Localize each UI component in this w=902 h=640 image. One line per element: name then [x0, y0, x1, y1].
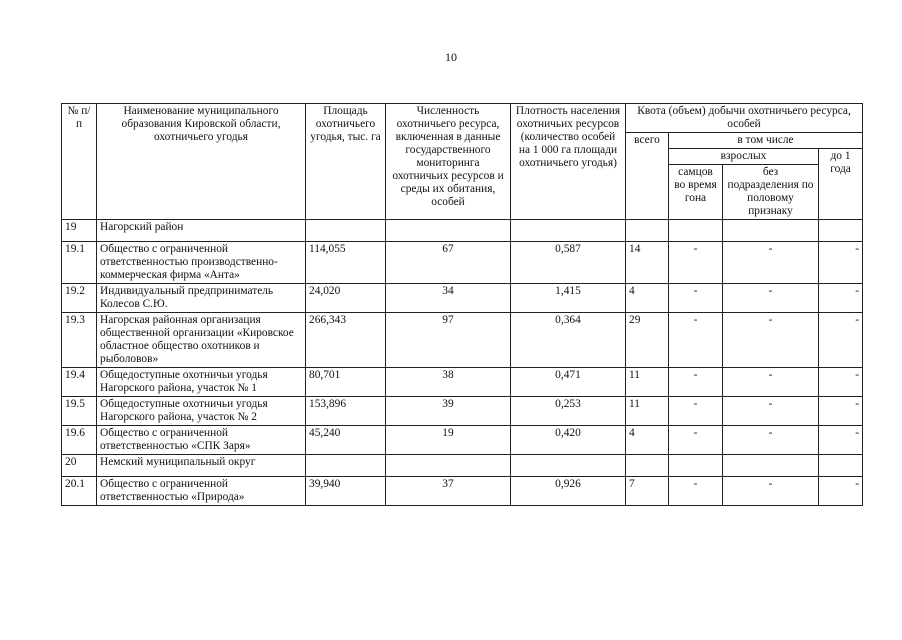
row-under1: -: [819, 397, 863, 426]
table-row: [62, 284, 863, 313]
row-num: 19.4: [62, 368, 97, 397]
row-name: Общество с ограниченной ответственностью «СПК Заря»: [97, 426, 306, 455]
row-density: 0,253: [511, 397, 626, 426]
row-total: 4: [626, 284, 669, 313]
row-total: 7: [626, 477, 669, 506]
row-area: 80,701: [306, 368, 386, 397]
row-under1: -: [819, 284, 863, 313]
table-row: [62, 426, 863, 455]
row-area: 114,055: [306, 242, 386, 284]
row-count: 37: [386, 477, 511, 506]
table-row: [62, 477, 863, 506]
row-nosex: -: [723, 426, 819, 455]
row-num: 19: [62, 220, 97, 242]
header-under1: до 1 года: [819, 149, 863, 220]
row-under1: -: [819, 368, 863, 397]
row-name: Нагорская районная организация общественной организации «Кировское областное общество охотников и рыболовов»: [97, 313, 306, 368]
table-row: [62, 242, 863, 284]
row-males: -: [669, 477, 723, 506]
row-count: 34: [386, 284, 511, 313]
row-under1: -: [819, 313, 863, 368]
row-total: 29: [626, 313, 669, 368]
row-density: 0,471: [511, 368, 626, 397]
row-males: -: [669, 368, 723, 397]
row-males: -: [669, 242, 723, 284]
row-num: 19.2: [62, 284, 97, 313]
quota-table: [61, 103, 863, 506]
row-males: -: [669, 426, 723, 455]
row-nosex: -: [723, 313, 819, 368]
header-total: всего: [626, 133, 669, 220]
row-nosex: -: [723, 477, 819, 506]
row-name: Общество с ограниченной ответственностью производственно-коммерческая фирма «Анта»: [97, 242, 306, 284]
row-num: 19.1: [62, 242, 97, 284]
header-nosex: без подразделения по половому признаку: [723, 165, 819, 220]
page-number: 10: [445, 50, 457, 64]
row-under1: -: [819, 426, 863, 455]
row-total: 11: [626, 397, 669, 426]
table-row-section: [62, 455, 863, 477]
row-name: Общедоступные охотничьи угодья Нагорского района, участок № 2: [97, 397, 306, 426]
row-count: 39: [386, 397, 511, 426]
header-area: Площадь охотничьего угодья, тыс. га: [306, 104, 386, 220]
row-nosex: -: [723, 284, 819, 313]
row-area: 39,940: [306, 477, 386, 506]
row-num: 20.1: [62, 477, 97, 506]
row-num: 19.6: [62, 426, 97, 455]
row-nosex: -: [723, 368, 819, 397]
row-density: 1,415: [511, 284, 626, 313]
row-density: 0,364: [511, 313, 626, 368]
row-total: 14: [626, 242, 669, 284]
row-area: 266,343: [306, 313, 386, 368]
row-num: 20: [62, 455, 97, 477]
row-nosex: -: [723, 242, 819, 284]
row-males: -: [669, 397, 723, 426]
row-name: Общедоступные охотничьи угодья Нагорского района, участок № 1: [97, 368, 306, 397]
table-row: [62, 397, 863, 426]
header-adults: взрослых: [669, 149, 819, 165]
row-nosex: -: [723, 397, 819, 426]
row-density: 0,926: [511, 477, 626, 506]
row-name: Общество с ограниченной ответственностью «Природа»: [97, 477, 306, 506]
header-including: в том числе: [669, 133, 863, 149]
row-count: 38: [386, 368, 511, 397]
row-total: 11: [626, 368, 669, 397]
table-row-section: [62, 220, 863, 242]
header-males: самцов во время гона: [669, 165, 723, 220]
row-count: 19: [386, 426, 511, 455]
row-num: 19.3: [62, 313, 97, 368]
row-name: Немский муниципальный округ: [97, 455, 306, 477]
table-row: [62, 368, 863, 397]
row-density: 0,587: [511, 242, 626, 284]
row-count: 67: [386, 242, 511, 284]
header-count: Численность охотничьего ресурса, включенная в данные государственного мониторинга охотничьих ресурсов и среды их обитания, особей: [386, 104, 511, 220]
row-total: 4: [626, 426, 669, 455]
row-under1: -: [819, 477, 863, 506]
row-area: 45,240: [306, 426, 386, 455]
row-num: 19.5: [62, 397, 97, 426]
header-num: № п/п: [62, 104, 97, 220]
header-quota: Квота (объем) добычи охотничьего ресурса, особей: [626, 104, 863, 133]
row-under1: -: [819, 242, 863, 284]
row-name: Нагорский район: [97, 220, 306, 242]
row-males: -: [669, 313, 723, 368]
table-row: [62, 313, 863, 368]
row-count: 97: [386, 313, 511, 368]
table-header: [62, 104, 863, 220]
header-density: Плотность населения охотничьих ресурсов (количество особей на 1 000 га площади охотничьего угодья): [511, 104, 626, 220]
row-area: 24,020: [306, 284, 386, 313]
row-density: 0,420: [511, 426, 626, 455]
header-name: Наименование муниципального образования Кировской области, охотничьего угодья: [97, 104, 306, 220]
row-name: Индивидуальный предприниматель Колесов С.Ю.: [97, 284, 306, 313]
row-area: 153,896: [306, 397, 386, 426]
row-males: -: [669, 284, 723, 313]
